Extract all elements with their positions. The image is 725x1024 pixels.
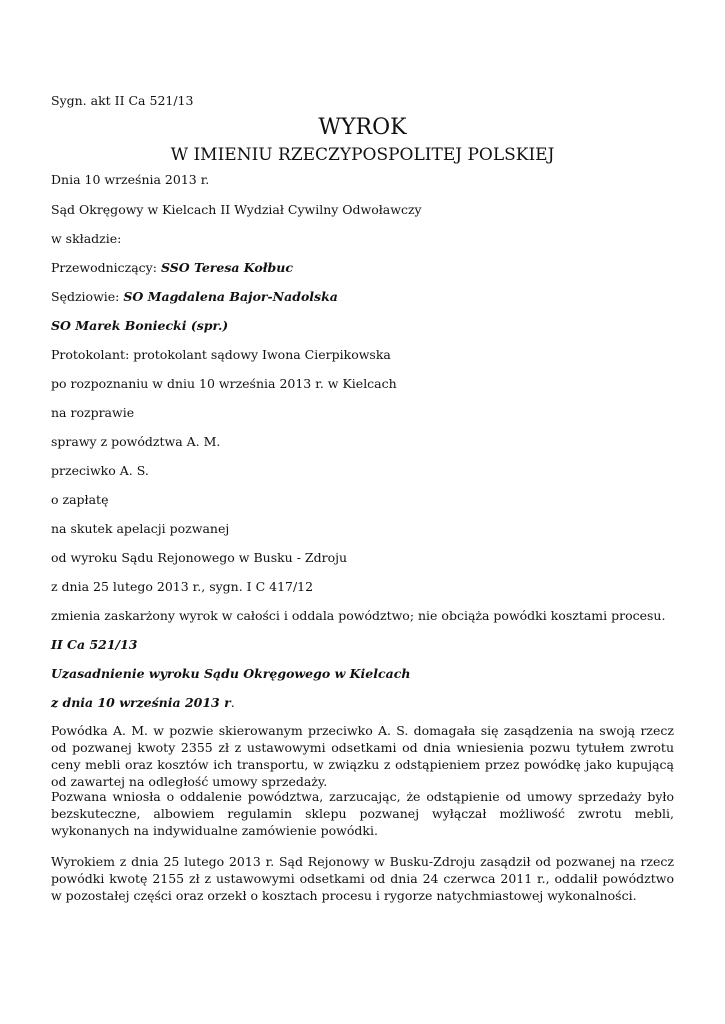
justification-date-line (51, 696, 235, 710)
judge-1-name: SO Magdalena Bajor-Nadolska (123, 289, 338, 304)
plaintiff-line: sprawy z powództwa A. M. (51, 434, 221, 449)
defendant-line: przeciwko A. S. (51, 463, 149, 478)
judgment-date: Dnia 10 września 2013 r. (51, 172, 210, 187)
document-title: WYROK (318, 115, 407, 140)
justification-date-period: . (230, 695, 235, 710)
session-line: na rozprawie (51, 405, 135, 420)
lower-judgment-date-line: z dnia 25 lutego 2013 r., sygn. I C 417/12 (51, 579, 314, 594)
judges-line (51, 290, 338, 304)
justification-case-number: II Ca 521/13 (51, 637, 138, 652)
court-name: Sąd Okręgowy w Kielcach II Wydział Cywilny Odwoławczy (51, 202, 422, 217)
appeal-line: na skutek apelacji pozwanej (51, 521, 230, 536)
judges-label: Sędziowie: (51, 289, 124, 304)
chair-name: SSO Teresa Kołbuc (160, 260, 293, 275)
chair-line (51, 261, 293, 275)
justification-date: z dnia 10 września 2013 r (51, 695, 231, 710)
lower-court-line: od wyroku Sądu Rejonowego w Busku - Zdroju (51, 550, 348, 565)
judge-2-name: SO Marek Boniecki (spr.) (51, 318, 229, 333)
ruling-line: zmienia zaskarżony wyrok w całości i oddala powództwo; nie obciąża powódki kosztami procesu. (51, 608, 666, 623)
subject-line: o zapłatę (51, 492, 109, 507)
composition-label: w składzie: (51, 231, 122, 246)
justification-paragraph-1: Powódka A. M. w pozwie skierowanym przeciwko A. S. domagała się zasądzenia na swoją rzecz od pozwanej kwoty 2355 zł z ustawowymi odsetkami od dnia wniesienia pozwu tytułem zwrotu ceny mebli oraz kosztów ich transportu, w związku z odstąpieniem przez powódkę jako kupującą od zawartej na odległość umowy sprzedaży. (51, 723, 674, 789)
case-signature: Sygn. akt II Ca 521/13 (51, 93, 194, 108)
justification-heading: Uzasadnienie wyroku Sądu Okręgowego w Kielcach (51, 666, 411, 681)
justification-paragraph-3: Wyrokiem z dnia 25 lutego 2013 r. Sąd Rejonowy w Busku-Zdroju zasądził od pozwanej na rzecz powódki kwotę 2155 zł z ustawowymi odsetkami od dnia 24 czerwca 2011 r., oddalił powództwo w pozostałej części oraz orzekł o kosztach procesu i rygorze natychmiastowej wykonalności. (51, 854, 674, 903)
justification-paragraph-2: Pozwana wniosła o oddalenie powództwa, zarzucając, że odstąpienie od umowy sprzedaży było bezskuteczne, albowiem regulamin sklepu pozwanej wyłączał możliwość zwrotu mebli, wykonanych na indywidualne zamówienie powódki. (51, 789, 674, 838)
document-subtitle: W IMIENIU RZECZYPOSPOLITEJ POLSKIEJ (170, 145, 555, 165)
clerk-line: Protokolant: protokolant sądowy Iwona Cierpikowska (51, 347, 391, 362)
chair-label: Przewodniczący: (51, 260, 161, 275)
hearing-line: po rozpoznaniu w dniu 10 września 2013 r. w Kielcach (51, 376, 397, 391)
